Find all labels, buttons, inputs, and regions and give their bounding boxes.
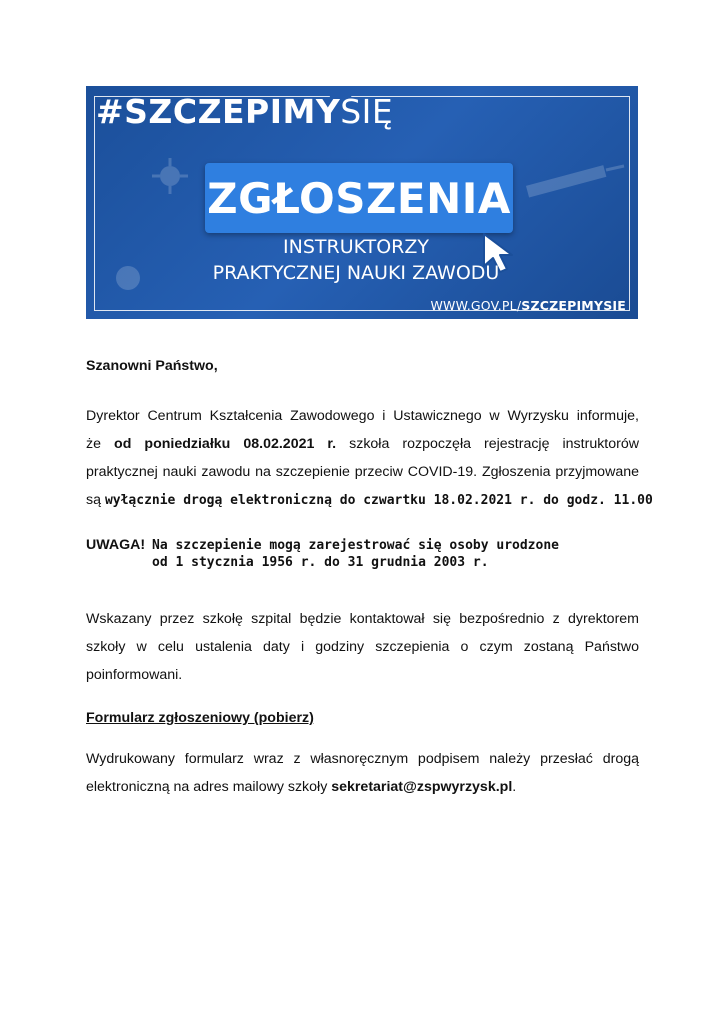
warning-label: UWAGA! <box>86 537 146 553</box>
headline-box <box>205 163 513 233</box>
email-address[interactable]: sekretariat@zspwyrzysk.pl <box>331 779 513 795</box>
campaign-banner <box>86 86 638 319</box>
paragraph-line: Dyrektor Centrum Kształcenia Zawodowego i Ustawicznego w Wyrzysku informuje, <box>86 408 639 424</box>
paragraph-announcement <box>86 402 653 515</box>
paragraph-submission <box>86 745 639 801</box>
paragraph-line: Wskazany przez szkołę szpital będzie kontaktował się bezpośrednio z dyrektorem <box>86 611 639 627</box>
virus-decoration <box>150 156 190 196</box>
banner-subtitle-line1: INSTRUKTORZY <box>283 236 429 258</box>
warning-text: Na szczepienie mogą zarejestrować się osoby urodzone od 1 stycznia 1956 r. do 31 grudnia 2003 r. <box>152 538 559 570</box>
campaign-url: WWW.GOV.PL/SZCZEPIMYSIE <box>430 298 626 313</box>
greeting: Szanowni Państwo, <box>86 358 218 374</box>
paragraph-line: poinformowani. <box>86 667 183 683</box>
paragraph-line: są wyłącznie drogą elektroniczną do czwartku 18.02.2021 r. do godz. 11.00 <box>86 492 653 508</box>
banner-subtitle-line2: PRAKTYCZNEJ NAUKI ZAWODU <box>212 262 500 284</box>
paragraph-hospital <box>86 605 639 689</box>
paragraph-line: praktycznej nauki zawodu na szczepienie przeciw COVID-19. Zgłoszenia przyjmowane <box>86 464 639 480</box>
syringe-decoration <box>516 156 626 206</box>
headline: ZGŁOSZENIA <box>207 173 511 223</box>
paragraph-line: elektroniczną na adres mailowy szkoły sekretariat@zspwyrzysk.pl. <box>86 779 517 795</box>
form-download-link[interactable]: Formularz zgłoszeniowy (pobierz) <box>86 710 314 726</box>
paragraph-line: szkoły w celu ustalenia daty i godziny szczepienia o czym zostaną Państwo <box>86 639 639 655</box>
paragraph-line: Wydrukowany formularz wraz z własnoręcznym podpisem należy przesłać drogą <box>86 751 639 767</box>
campaign-hashtag: #SZCZEPIMYSIĘ <box>96 92 394 131</box>
paragraph-line: że od poniedziałku 08.02.2021 r. szkoła rozpoczęła rejestrację instruktorów <box>86 436 639 452</box>
